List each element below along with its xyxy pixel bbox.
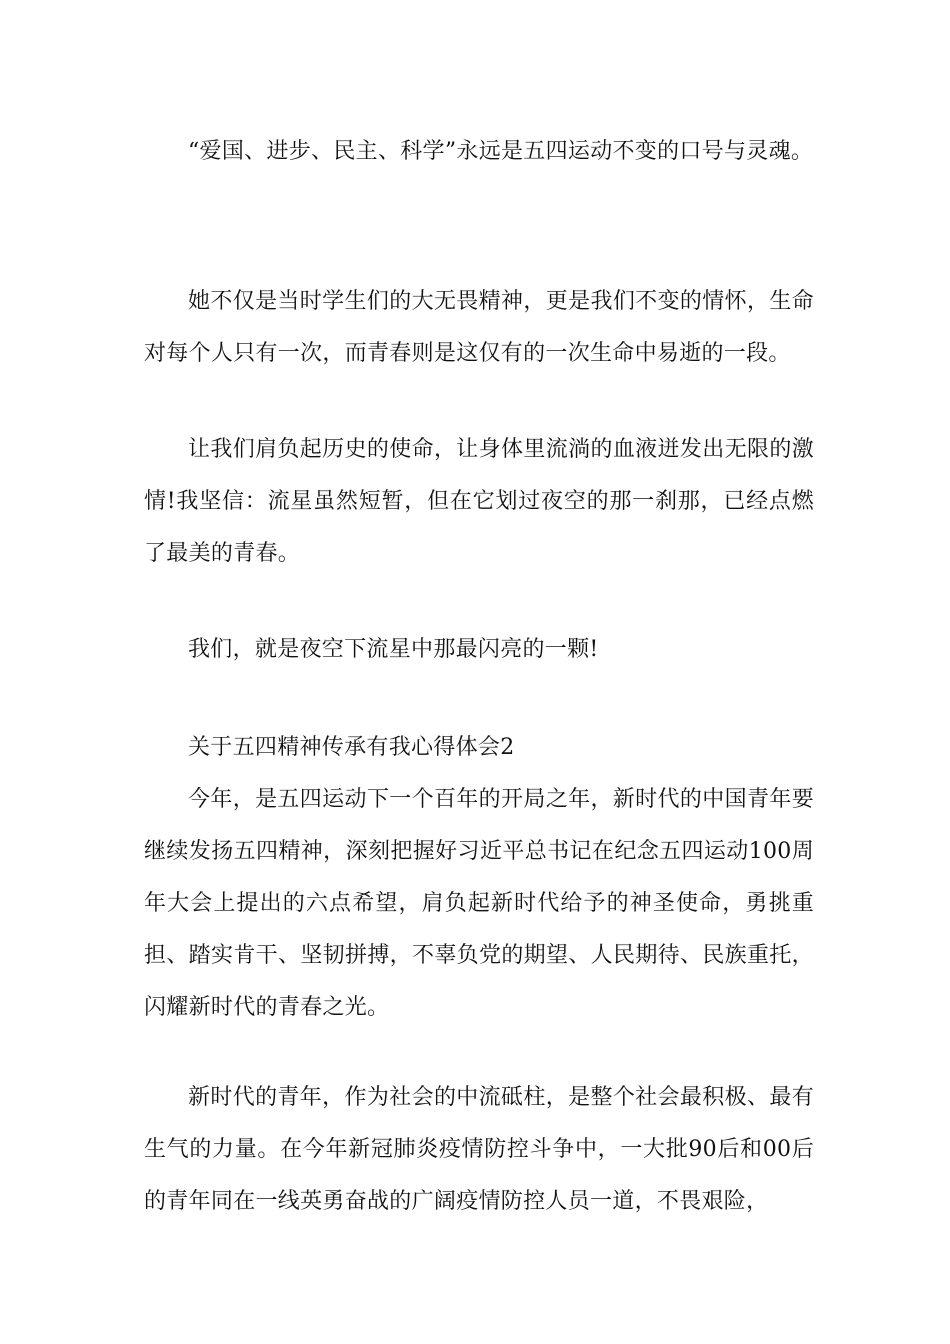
paragraph-spirit: 她不仅是当时学生们的大无畏精神，更是我们不变的情怀，生命对每个人只有一次，而青春则是这仅有的一次生命中易逝的一段。: [144, 289, 814, 366]
paragraph-new-era: 今年，是五四运动下一个百年的开局之年，新时代的中国青年要继续发扬五四精神，深刻把握好习近平总书记在纪念五四运动100周年大会上提出的六点希望，肩负起新时代给予的神圣使命，勇挑重担、踏实肯干、坚韧拼搏，不辜负党的期望、人民期待、民族重托，闪耀新时代的青春之光。: [144, 787, 814, 1020]
paragraph-slogan: “爱国、进步、民主、科学”永远是五四运动不变的口号与灵魂。: [188, 139, 814, 164]
section-title: 关于五四精神传承有我心得体会2: [188, 735, 515, 760]
paragraph-youth: 新时代的青年，作为社会的中流砥柱，是整个社会最积极、最有生气的力量。在今年新冠肺炎疫情防控斗争中，一大批90后和00后的青年同在一线英勇奋战的广阔疫情防控人员一道，不畏艰险，: [144, 1085, 814, 1214]
paragraph-mission: 让我们肩负起历史的使命，让身体里流淌的血液迸发出无限的激情!我坚信：流星虽然短暂，但在它划过夜空的那一刹那，已经点燃了最美的青春。: [144, 437, 814, 566]
paragraph-meteor: 我们，就是夜空下流星中那最闪亮的一颗!: [188, 637, 599, 662]
